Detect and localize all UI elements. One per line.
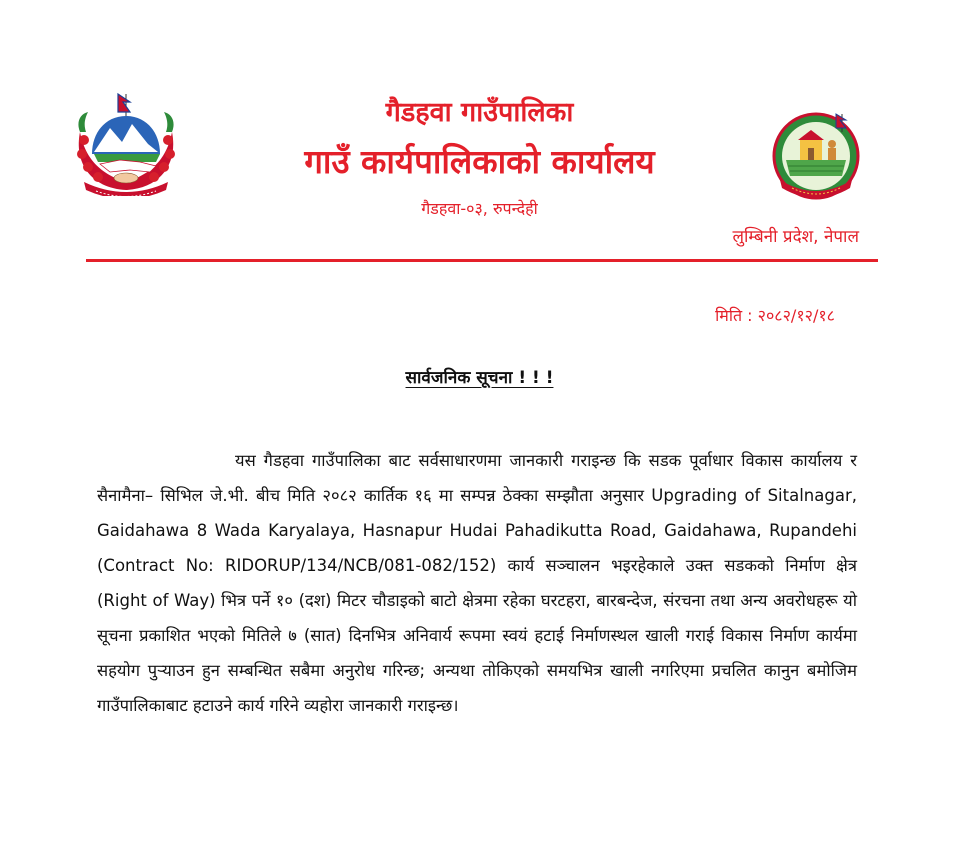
province-name: लुम्बिनी प्रदेश, नेपाल [732,227,859,247]
notice-title-text: सार्वजनिक सूचना ! ! ! [405,368,554,388]
office-name: गाउँ कार्यपालिकाको कार्यालय [304,142,655,181]
municipality-name: गैडहवा गाउँपालिका [385,97,574,128]
notice-body: यस गैडहवा गाउँपालिका बाट सर्वसाधारणमा जानकारी गराइन्छ कि सडक पूर्वाधार विकास कार्यालय र सैनामैना– सिभिल जे.भी. बीच मिति २०८२ कार्तिक १६ मा सम्पन्न ठेक्का सम्झौता अनुसार Upgrading of Sitalnagar, Gaidahawa 8 Wada Karyalaya, Hasnapur Hudai Pahadikutta Road, Gaidahawa, Rupandehi (Contract No: RIDORUP/134/NCB/081-082/152) कार्य सञ्चालन भइरहेकाले उक्त सडकको निर्माण क्षेत्र (Right of Way) भित्र पर्ने १० (दश) मिटर चौडाइको बाटो क्षेत्रमा रहेका घरटहरा, बारबन्देज, संरचना तथा अन्य अवरोधहरू यो सूचना प्रकाशित भएको मितिले ७ (सात) दिनभित्र अनिवार्य रूपमा स्वयं हटाई निर्माणस्थल खाली गराई विकास निर्माण कार्यमा सहयोग पुर्‍याउन हुन सम्बन्धित सबैमा अनुरोध गरिन्छ; अन्यथा तोकिएको समयभित्र खाली नगरिएमा प्रचलित कानुन बमोजिम गाउँपालिकाबाट हटाउने कार्य गरिने व्यहोरा जानकारी गराइन्छ। [97,451,857,715]
notice-date: मिति : २०८२/१२/१८ [715,306,835,325]
office-address: गैडहवा-०३, रुपन्देही [421,199,538,218]
header-divider [86,259,878,262]
notice-title [0,365,959,388]
